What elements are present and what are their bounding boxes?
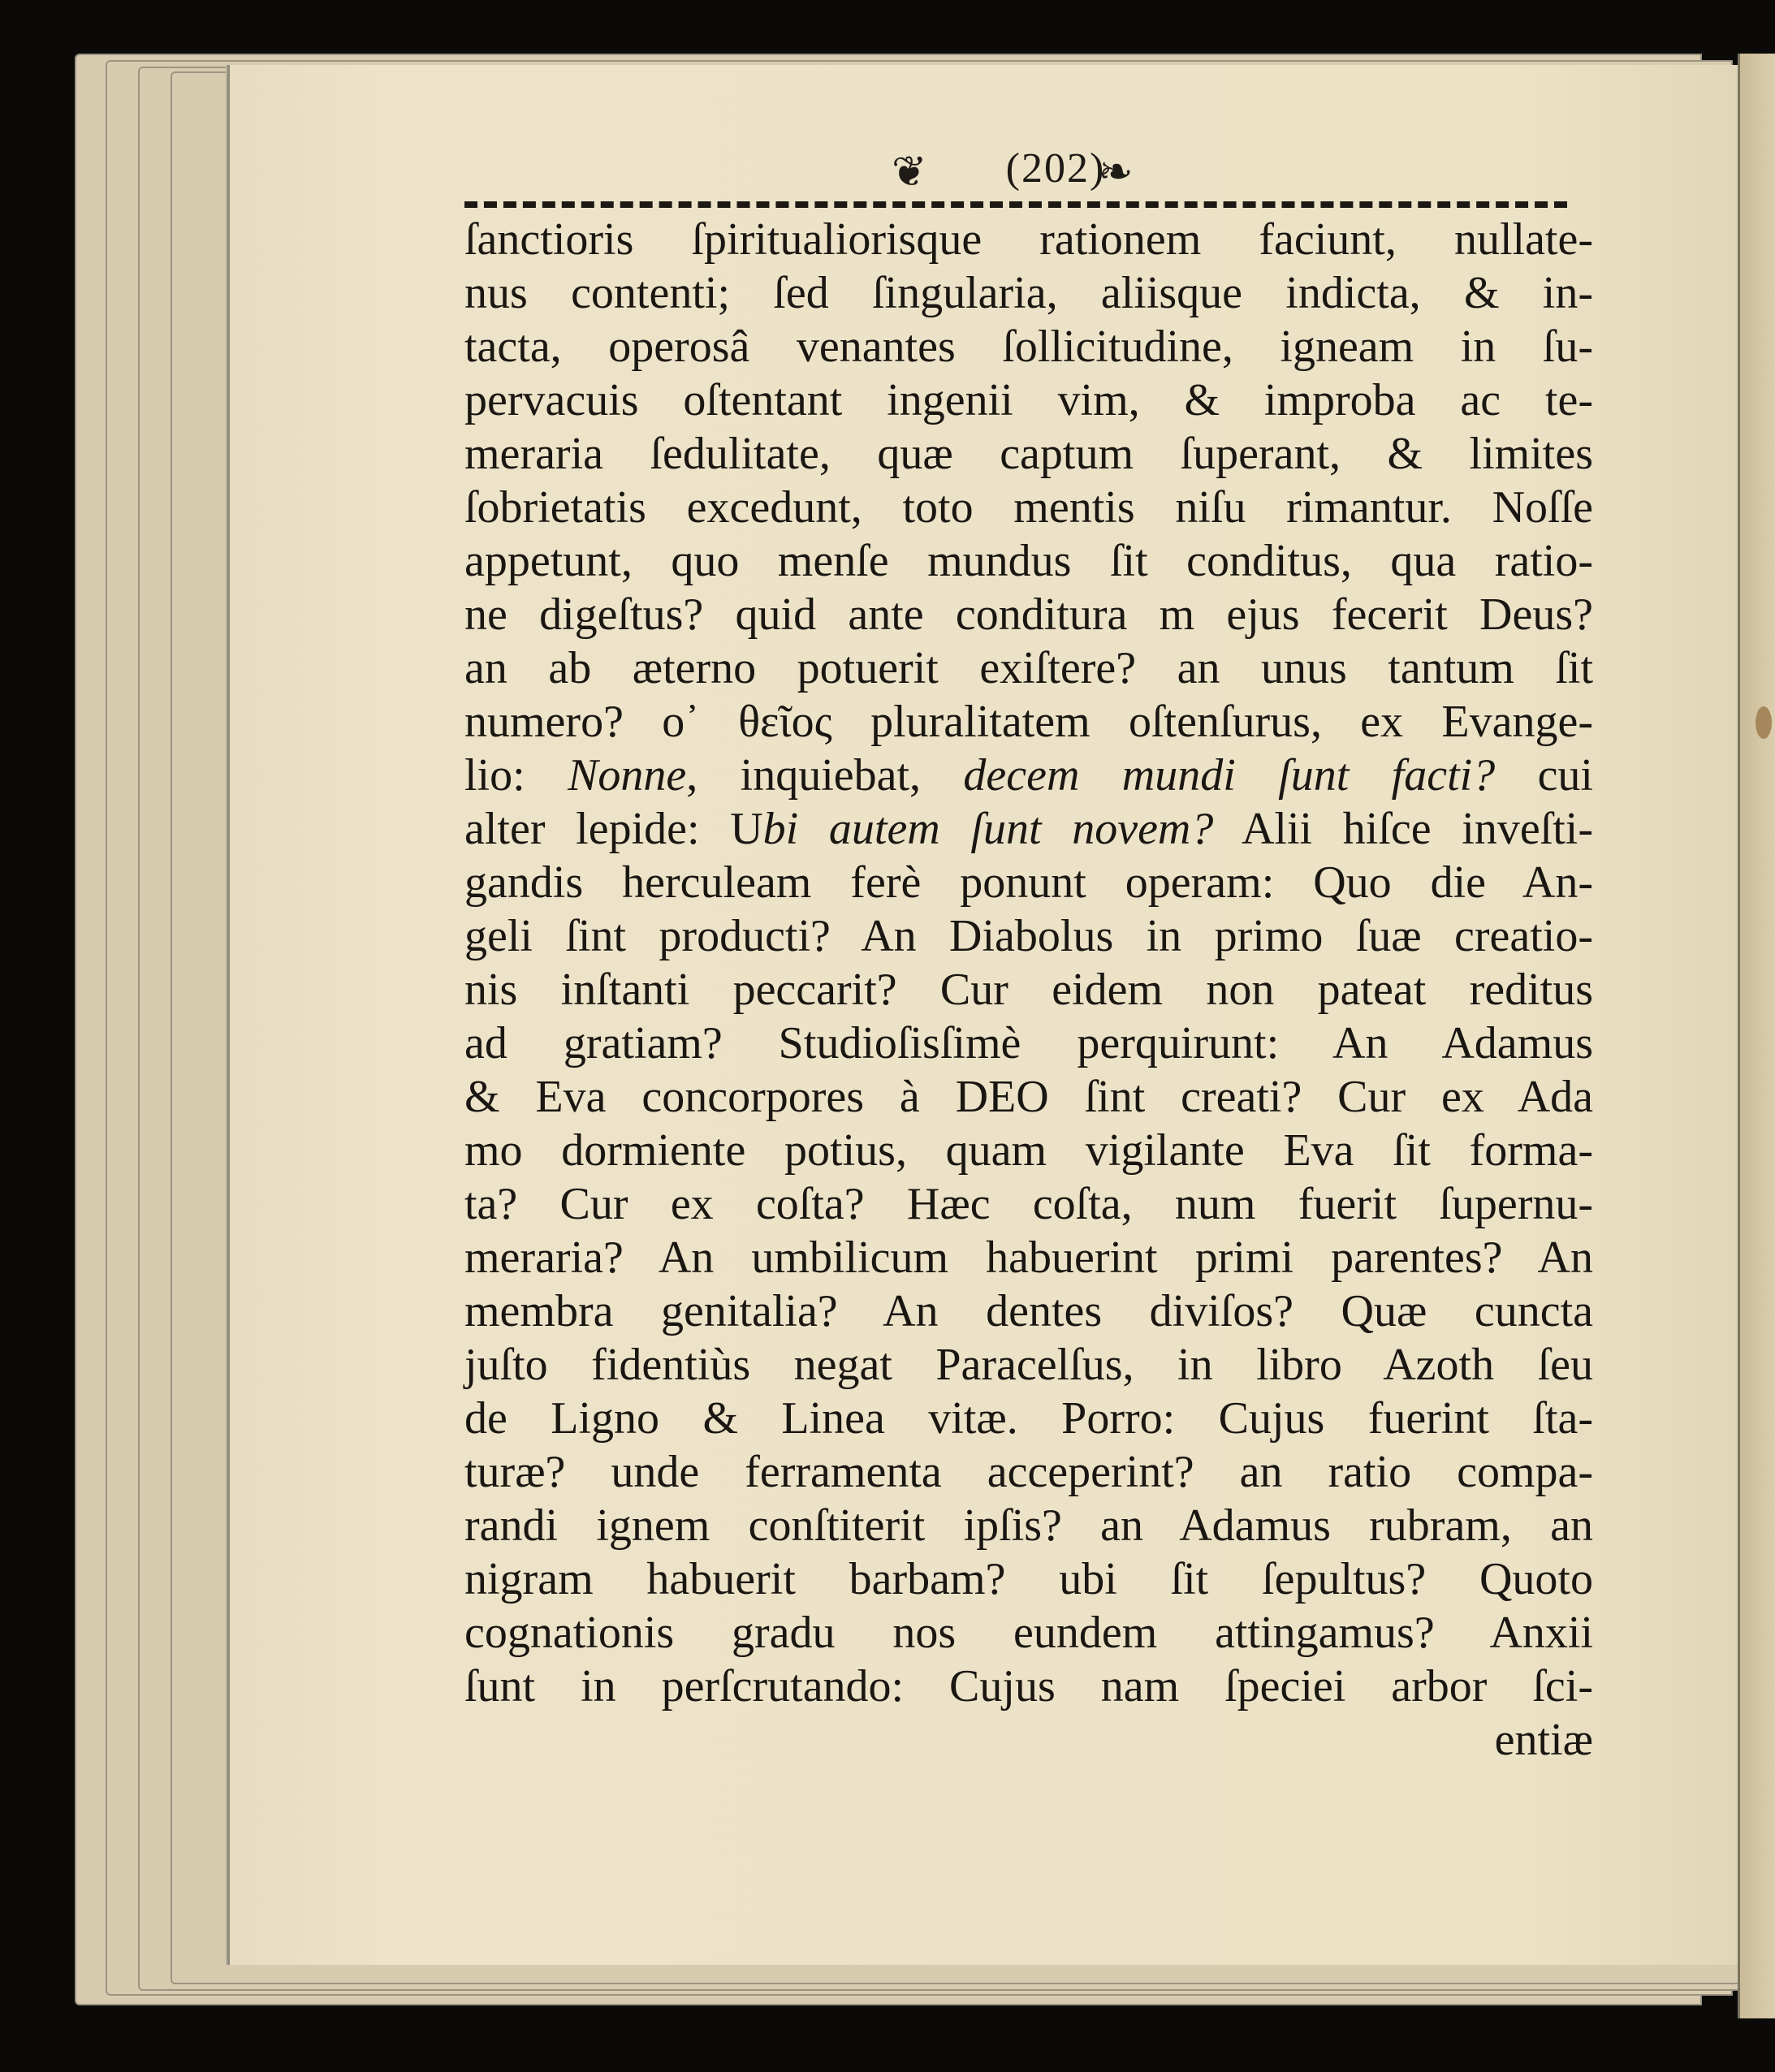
text-line: nis inſtanti peccarit? Cur eidem non pateat reditus [464,965,1593,1015]
text-line: mo dormiente potius, quam vigilante Eva ſit forma- [464,1125,1593,1176]
text-line: ta? Cur ex coſta? Hæc coſta, num fuerit ſupernu- [464,1179,1593,1229]
facing-page-edge [1738,54,1775,2018]
text-line: ne digeſtus? quid ante conditura m ejus fecerit Deus? [464,589,1593,640]
text-line: alter lepide: Ubi autem ſunt novem? Alii hiſce inveſti- [464,804,1593,854]
text-line: ad gratiam? Studioſisſimè perquirunt: An Adamus [464,1018,1593,1068]
text-line: numero? ο᾽ θεῖος pluralitatem oſtenſurus, ex Evange- [464,697,1593,747]
text-line: pervacuis oſtentant ingenii vim, & improba ac te- [464,375,1593,425]
text-line: ſobrietatis excedunt, toto mentis niſu rimantur. Noſſe [464,482,1593,533]
header-ornament-left: ❦ [892,149,927,196]
text-line: geli ſint producti? An Diabolus in primo ſuæ creatio- [464,911,1593,961]
text-line: appetunt, quo menſe mundus ſit conditus, qua ratio- [464,536,1593,586]
text-line: membra genitalia? An dentes diviſos? Quæ cuncta [464,1286,1593,1336]
header-ornament-right: ❧ [1098,149,1134,196]
text-line: turæ? unde ferramenta acceperint? an ratio compa- [464,1447,1593,1497]
text-line: ſunt in perſcrutando: Cujus nam ſpeciei arbor ſci- [464,1661,1593,1712]
text-line: juſto fidentiùs negat Paracelſus, in libro Azoth ſeu [464,1340,1593,1390]
text-line: & Eva concorpores à DEO ſint creati? Cur ex Ada [464,1072,1593,1122]
page-stain [1756,706,1772,739]
text-line: nigram habuerit barbam? ubi ſit ſepultus? Quoto [464,1554,1593,1604]
text-line: ſanctioris ſpiritualiorisque rationem faciunt, nullate- [464,214,1593,265]
text-line: nus contenti; ſed ſingularia, aliisque indicta, & in- [464,268,1593,318]
text-line: lio: Nonne, inquiebat, decem mundi ſunt facti? cui [464,750,1593,801]
text-line: tacta, operosâ venantes ſollicitudine, igneam in ſu- [464,322,1593,372]
text-line: meraria ſedulitate, quæ captum ſuperant, & limites [464,429,1593,479]
text-line: randi ignem conſtiterit ipſis? an Adamus rubram, an [464,1500,1593,1551]
page-number: (202) [1005,145,1106,192]
catchword: entiæ [1494,1715,1593,1765]
text-line: an ab æterno potuerit exiſtere? an unus tantum ſit [464,643,1593,693]
header-rule [464,201,1567,208]
text-line: cognationis gradu nos eundem attingamus? Anxii [464,1608,1593,1658]
body-text [464,213,1593,1767]
text-line: meraria? An umbilicum habuerint primi parentes? An [464,1232,1593,1283]
text-line: de Ligno & Linea vitæ. Porro: Cujus fuerint ſta- [464,1393,1593,1444]
text-line: gandis herculeam ferè ponunt operam: Quo die An- [464,857,1593,908]
